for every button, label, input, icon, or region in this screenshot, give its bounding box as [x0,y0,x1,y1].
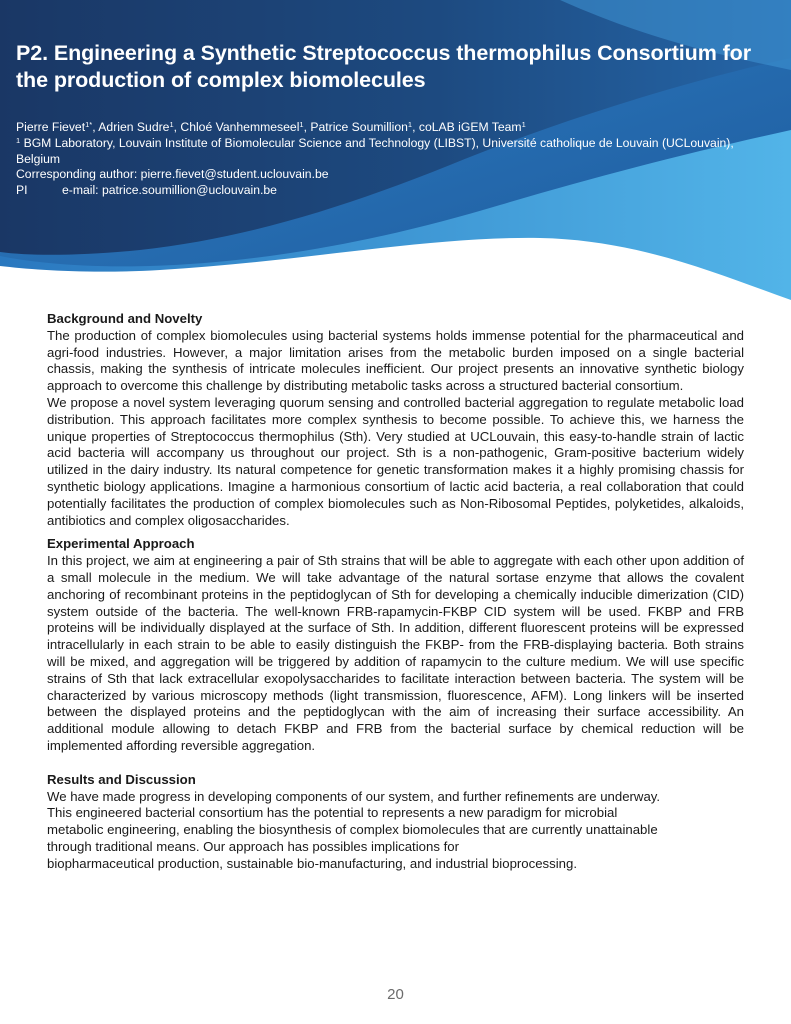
spacer [47,529,744,536]
results-line: This engineered bacterial consortium has the potential to represents a new paradigm for microbial [47,805,618,821]
section-results [47,772,744,873]
spacer [47,755,744,772]
section-background [47,311,744,529]
affiliation-marker: 1 [16,135,21,145]
paragraph: In this project, we aim at engineering a pair of Sth strains that will be able to aggregate with each other upon addition of a small molecule in the medium. We will take advantage of the natural sortase enzyme that allows the covalent anchoring of recombinant proteins in the peptidoglycan of Sth for developing a chemically inducible dimerization (CID) system outside of the bacteria. The well-known FRB-rapamycin-FKBP CID system will be used. FKBP and FRB proteins will be individually displayed at the surface of Sth. In addition, different fluorescent proteins will be expressed intracellularly in each strain to be able to easily distinguish the FKBP- from the FRB-displaying bacteria. Both strains will be mixed, and aggregation will be triggered by addition of rapamycin to the culture medium. We will use specific strains of Sth that lack extracellular exopolysaccharides to facilitate interaction between bacteria. The system will be characterized by various microscopy methods (light transmission, fluorescence, AFM). Long linkers will be inserted between the displayed proteins and the peptidoglycan with the aim of increasing their surface accessibility. An additional module allowing to detach FKBP and FRB from the bacterial surface by chemical reduction will be implemented affording reversible aggregation. [47,553,744,753]
author-affiliation-marker: 1 [521,120,526,129]
pi-contact [16,183,781,199]
section-experimental-approach [47,536,744,754]
results-line: biopharmaceutical production, sustainable bio-manufacturing, and industrial bioprocessing. [47,855,578,871]
section-heading: Background and Novelty [47,311,203,326]
author-list: Pierre Fievet$^{1*}$, Adrien Sudre$^1$, Chloé Vanhemmeseel$^1$, Patrice Soumillion$^1$, coLAB iGEM Team$^1$ [16,120,526,134]
paper-title: P2. Engineering a Synthetic Streptococcus thermophilus Consortium for the production of complex biomolecules [16,41,751,92]
page-number: 20 [387,986,404,1003]
affiliation-text: BGM Laboratory, Louvain Institute of Biomolecular Science and Technology (LIBST), Université catholique de Louvain (UCLouvain), Belgium [16,135,734,166]
paragraph: We propose a novel system leveraging quorum sensing and controlled bacterial aggregation to regulate metabolic load distribution. This approach facilitates more complex synthesis to become possible. To achieve this, we harness the unique properties of Streptococcus thermophilus (Sth). Very studied at UCLouvain, this easy-to-handle strain of lactic acid bacteria will accompany us throughout our project. Sth is a non-pathogenic, Gram-positive bacterium widely utilized in the dairy industry. Its natural competence for genetic transformation makes it a highly promising chassis for synthetic biology applications. Imagine a harmonious consortium of lactic acid bacteria, a real collaboration that could potentially facilitates the production of complex biomolecules such as Non-Ribosomal Peptides, polyketides, alkaloids, antibiotics and complex oligosaccharides. [47,394,744,528]
author-affiliation-marker: 1 [169,120,174,129]
affiliation [16,136,781,168]
results-line: We have made progress in developing components of our system, and further refinements are underway. [47,788,661,804]
author-affiliation-marker: 1 [299,120,304,129]
author-affiliation-marker: 1* [85,120,93,129]
corresponding-author: Corresponding author: pierre.fievet@student.uclouvain.be [16,167,329,182]
section-heading: Results and Discussion [47,771,196,787]
author-affiliation-marker: 1 [407,120,413,129]
author-name: Adrien Sudre [98,120,170,134]
paragraph: The production of complex biomolecules using bacterial systems holds immense potential for the pharmaceutical and agri-food industries. However, a major limitation arises from the metabolic burden imposed on a single bacterial chassis, making the synthesis of intricate molecules inefficient. Our project presents an innovative synthetic biology approach to overcome this challenge by distributing metabolic tasks across a structured bacterial consortium. [47,327,744,394]
results-line: metabolic engineering, enabling the biosynthesis of complex biomolecules that are currently unattainable [47,822,658,838]
paper-body [47,311,744,873]
pi-email: e-mail: patrice.soumillion@uclouvain.be [62,183,277,198]
author-name: Patrice Soumillion [310,120,408,134]
results-line: through traditional means. Our approach has possibles implications for [47,838,459,854]
section-heading: Experimental Approach [47,536,195,552]
author-name: coLAB iGEM Team [418,120,522,134]
paper-header [16,40,781,199]
author-name: Chloé Vanhemmeseel [180,120,300,134]
author-name: Pierre Fievet [16,120,86,134]
pi-label: PI [16,183,28,198]
author-block [16,120,781,199]
